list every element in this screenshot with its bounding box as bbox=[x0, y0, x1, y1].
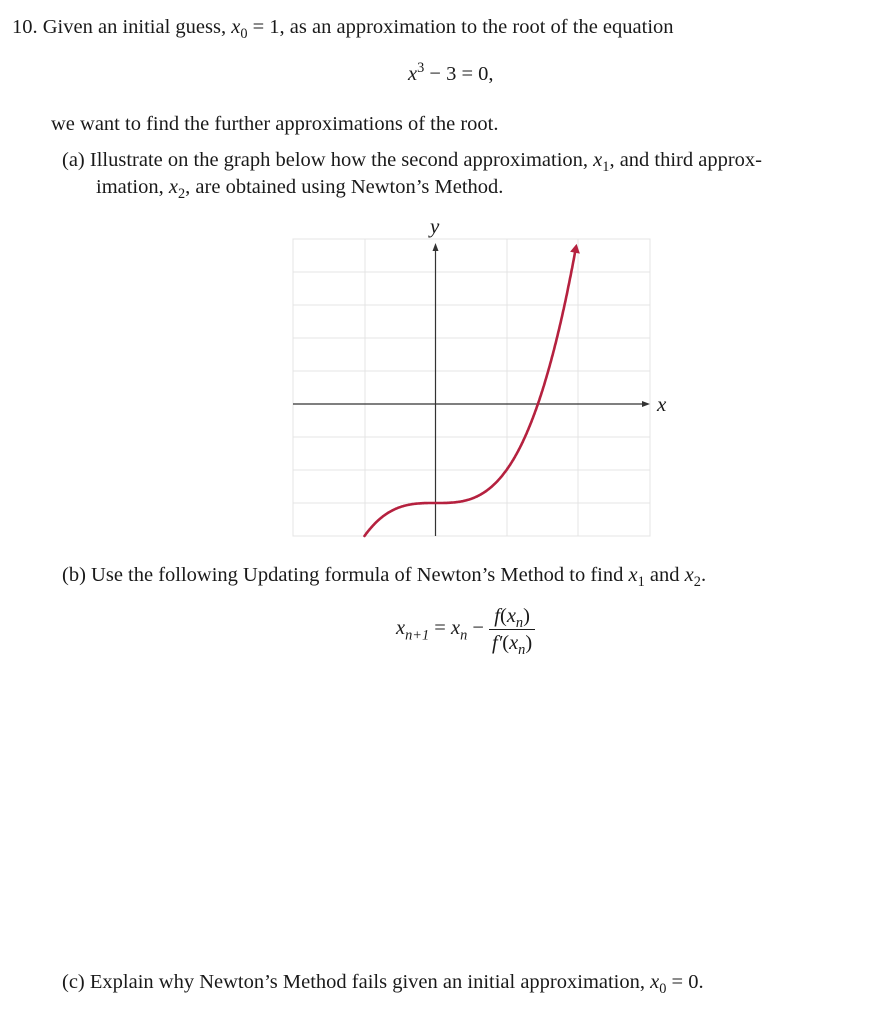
newton-update-formula bbox=[396, 605, 535, 658]
x-axis-arrow-icon bbox=[642, 401, 650, 407]
part-b-x1-variable: x bbox=[628, 564, 638, 586]
equation-exponent: 3 bbox=[417, 60, 425, 77]
x2-subscript: 2 bbox=[178, 186, 186, 203]
numerator-f: f bbox=[494, 605, 500, 627]
part-c-label: (c) bbox=[62, 971, 85, 993]
formula-minus: − bbox=[472, 617, 484, 640]
part-b-line bbox=[62, 564, 707, 591]
intro-prefix: Given an initial guess, bbox=[42, 16, 227, 38]
part-b-and: and bbox=[649, 564, 680, 586]
part-a-label: (a) bbox=[62, 149, 85, 171]
x0-subscript: 0 bbox=[240, 26, 248, 43]
numerator-close-paren: ) bbox=[523, 605, 530, 627]
part-c-x0-variable: x bbox=[650, 971, 660, 993]
x1-variable: x bbox=[593, 149, 603, 171]
part-b-x2-subscript: 2 bbox=[693, 574, 701, 591]
part-b-label: (b) bbox=[62, 564, 86, 586]
part-c-text: Explain why Newton’s Method fails given an initial approximation, bbox=[89, 971, 646, 993]
numerator-open-paren: ( bbox=[499, 605, 507, 627]
problem-number: 10. bbox=[12, 16, 38, 38]
part-b-period: . bbox=[700, 564, 707, 586]
x-axis-label: x bbox=[657, 392, 667, 416]
part-c-rest: = 0. bbox=[671, 971, 704, 993]
numerator-variable: x bbox=[506, 605, 516, 627]
part-a-line1-prefix: Illustrate on the graph below how the second approximation, bbox=[89, 149, 589, 171]
formula-numerator bbox=[489, 606, 535, 630]
equation-rest: − 3 = 0, bbox=[429, 63, 494, 85]
want-text: we want to find the further approximations of the root. bbox=[51, 113, 499, 135]
y-axis-arrow-icon bbox=[433, 243, 439, 251]
part-c-x0-subscript: 0 bbox=[659, 981, 667, 998]
denominator-subscript: n bbox=[518, 641, 526, 658]
part-a-line1-suffix: , and third approx- bbox=[609, 149, 763, 171]
denominator-open-paren: ( bbox=[502, 631, 510, 654]
denominator-variable: x bbox=[509, 631, 519, 654]
part-b-x1-subscript: 1 bbox=[637, 574, 645, 591]
formula-xn-subscript: n bbox=[460, 627, 468, 644]
formula-denominator bbox=[489, 630, 535, 658]
part-b-x2-variable: x bbox=[684, 564, 694, 586]
formula-equals: = bbox=[434, 617, 451, 640]
part-a-line2-suffix: , are obtained using Newton’s Method. bbox=[185, 176, 504, 198]
graph-axes bbox=[293, 243, 650, 536]
part-c-line bbox=[62, 971, 704, 998]
x2-variable: x bbox=[168, 176, 178, 198]
formula-lhs-subscript: n+1 bbox=[405, 627, 430, 644]
x0-variable: x bbox=[231, 16, 241, 38]
denominator-close-paren: ) bbox=[525, 631, 533, 654]
graph-grid bbox=[293, 239, 650, 536]
numerator-subscript: n bbox=[515, 615, 524, 632]
y-axis-label: y bbox=[430, 214, 440, 238]
graph-frame bbox=[293, 239, 650, 536]
part-b-text: Use the following Updating formula of Newton’s Method to find bbox=[91, 564, 624, 586]
denominator-f-prime: f′ bbox=[492, 631, 503, 654]
function-curve bbox=[365, 248, 576, 536]
part-a-line2-prefix: imation, bbox=[96, 176, 164, 198]
formula-xn-variable: x bbox=[450, 617, 461, 640]
intro-rest: = 1, as an approximation to the root of the equation bbox=[252, 16, 674, 38]
formula-fraction bbox=[489, 605, 535, 658]
formula-lhs-variable: x bbox=[396, 617, 406, 640]
x1-subscript: 1 bbox=[602, 159, 610, 176]
equation-variable: x bbox=[408, 63, 418, 85]
